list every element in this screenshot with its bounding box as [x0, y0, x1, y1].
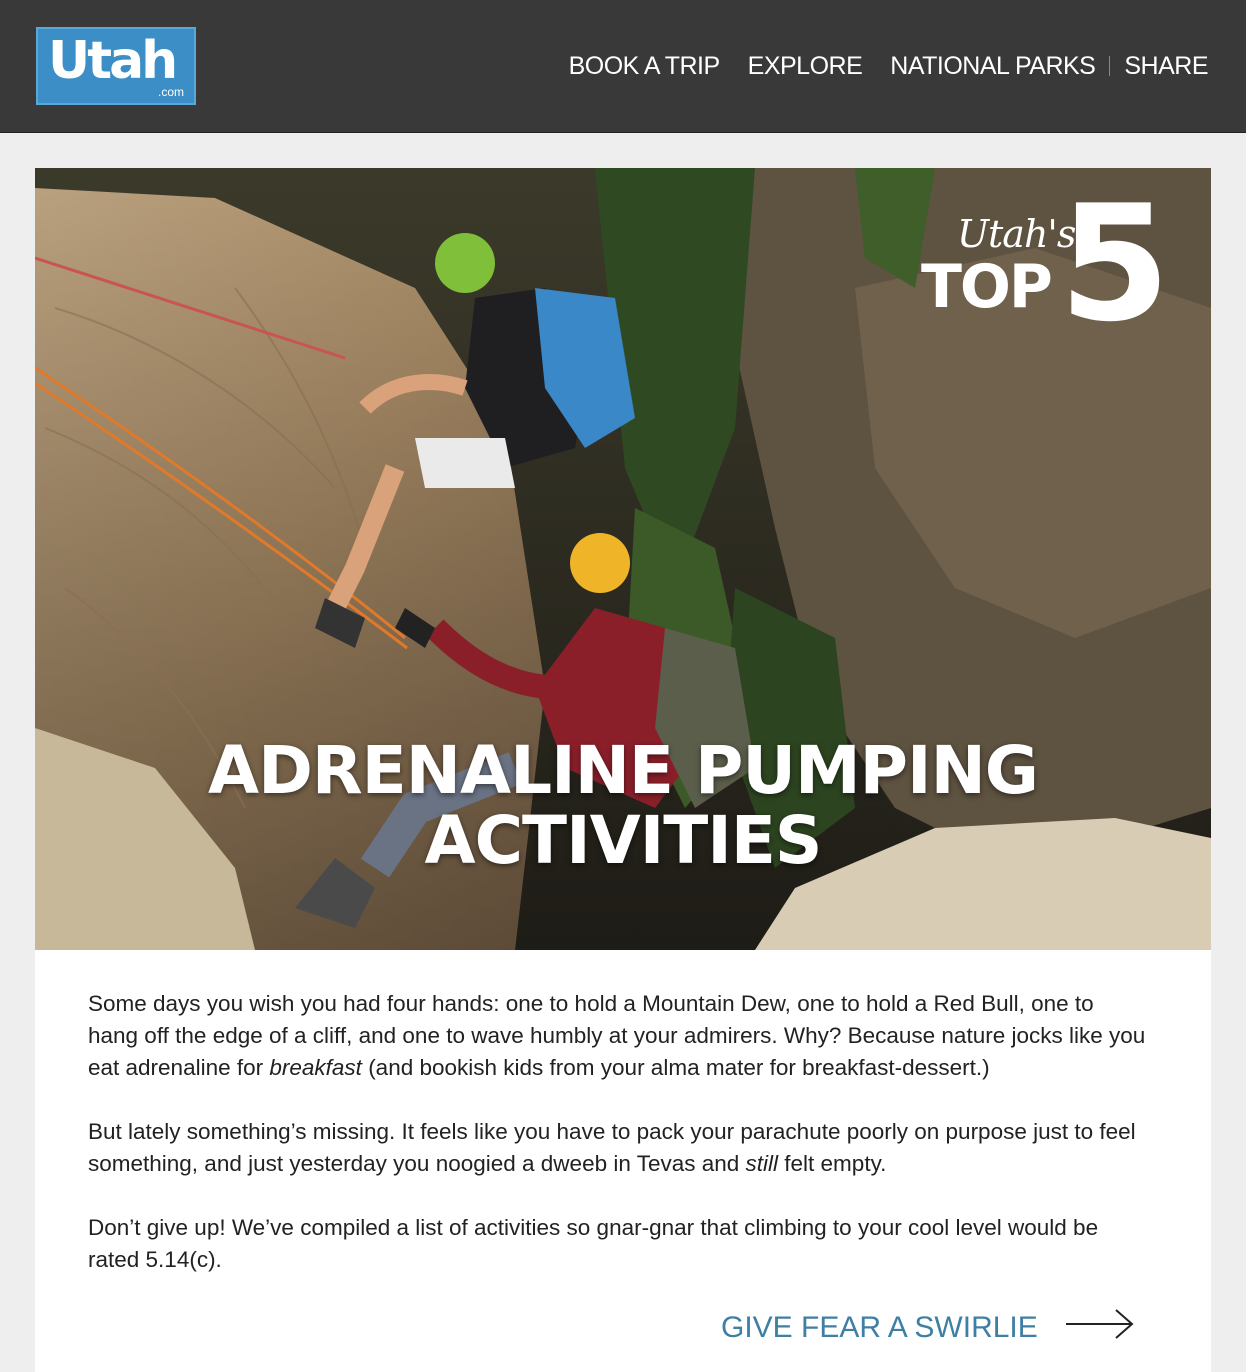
hero-title-line-1: ADRENALINE PUMPING: [208, 732, 1038, 809]
email-header: [0, 0, 1246, 133]
intro-paragraph-2: [88, 1116, 1148, 1180]
logo-domain: .com: [157, 85, 184, 99]
badge-top-text: TOP: [921, 252, 1051, 322]
nav-divider: [1109, 56, 1110, 76]
intro-paragraph-3: Don’t give up! We’ve compiled a list of activities so gnar-gnar that climbing to your cool level would be rated 5.14(c).: [88, 1215, 1099, 1272]
nav-share[interactable]: SHARE: [1124, 52, 1208, 80]
main-nav: [541, 50, 1208, 82]
nav-explore[interactable]: EXPLORE: [747, 52, 863, 80]
badge-utahs-text: Utah's: [957, 212, 1076, 256]
p1-text-b: (and bookish kids from your alma mater for breakfast-dessert.): [361, 1055, 990, 1080]
utah-logo[interactable]: [36, 27, 196, 105]
p2-text-b: felt empty.: [778, 1151, 887, 1176]
p2-emphasis: still: [745, 1151, 779, 1176]
p1-emphasis: breakfast: [269, 1055, 362, 1080]
content-card: [35, 168, 1211, 1372]
p1-text-a: Some days you wish you had four hands: one to hold a Mountain Dew, one to hold a Red Bull, one to hang off the edge of a cliff, and one to wave humbly at your admirers. Why? Because nature jocks like you eat adrenaline for: [88, 991, 1146, 1080]
cta-label: GIVE FEAR A SWIRLIE: [721, 1311, 1038, 1344]
hero-image[interactable]: [35, 168, 1211, 950]
badge-number: 5: [1059, 170, 1171, 357]
give-fear-a-swirlie-link[interactable]: [721, 1306, 1136, 1350]
nav-national-parks[interactable]: NATIONAL PARKS: [890, 52, 1096, 80]
hero-title-line-2: ACTIVITIES: [424, 802, 822, 879]
nav-book-a-trip[interactable]: BOOK A TRIP: [568, 52, 720, 80]
intro-paragraph-1: [88, 988, 1148, 1084]
logo-wordmark: Utah: [48, 31, 176, 91]
top-five-badge: [919, 170, 1171, 357]
arrow-right-icon: [1064, 1306, 1136, 1350]
p2-text-a: But lately something’s missing. It feels like you have to pack your parachute poorly on purpose just to feel something, and just yesterday you noogied a dweeb in Tevas and: [88, 1119, 1136, 1176]
hero-title: [35, 732, 1211, 879]
intro-copy: [88, 988, 1148, 1308]
